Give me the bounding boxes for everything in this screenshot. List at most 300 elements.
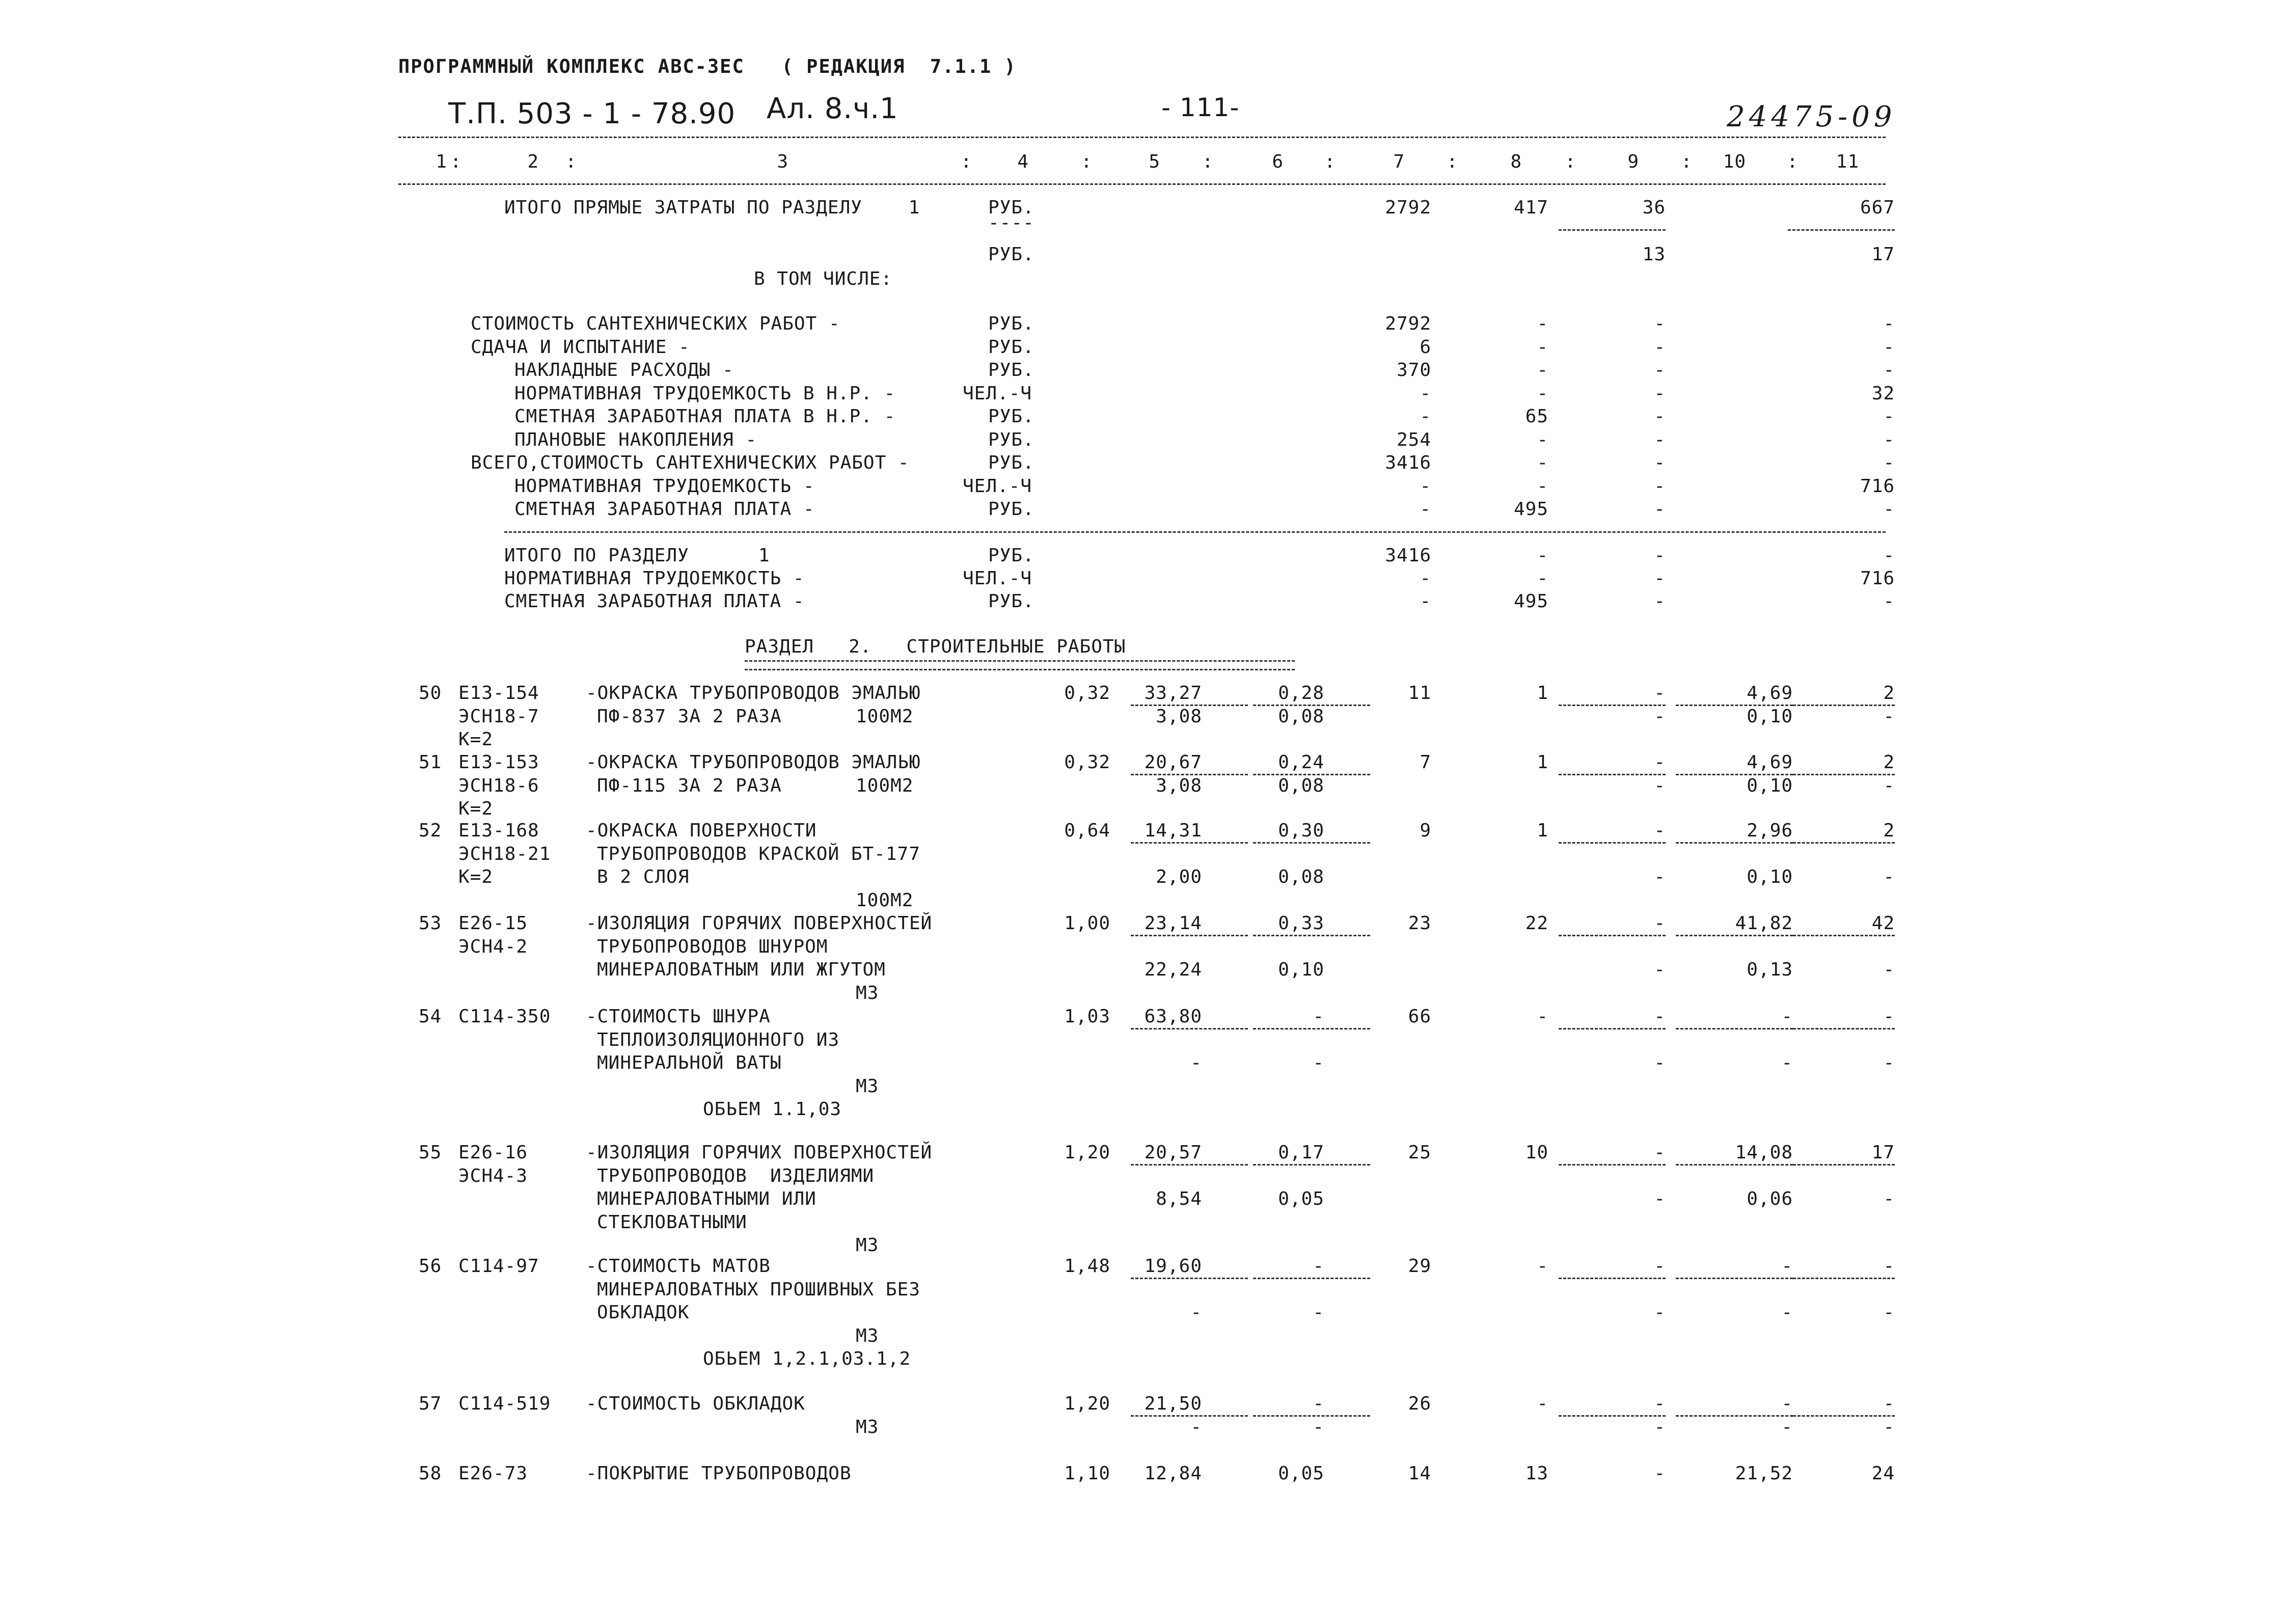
item-c10: 2,96 — [1747, 820, 1793, 841]
item-c5: 20,67 — [1144, 752, 1202, 773]
item-c7: 7 — [1420, 752, 1431, 773]
section-total-c11: - — [1883, 545, 1895, 566]
item-c11-rule — [1793, 705, 1895, 706]
item-c9-b: - — [1654, 1302, 1666, 1323]
item-c11-rule — [1793, 1415, 1895, 1417]
item-c6-b: 0,10 — [1278, 959, 1324, 980]
item-c9: - — [1654, 1463, 1666, 1484]
section-total-c7: 3416 — [1385, 545, 1431, 566]
breakdown-c11: - — [1883, 429, 1895, 450]
breakdown-rule — [504, 531, 1886, 533]
item-c10-b: - — [1781, 1052, 1793, 1073]
column-header-rule — [398, 183, 1886, 185]
breakdown-c7: 3416 — [1385, 452, 1431, 473]
direct-costs-c7: 2792 — [1385, 197, 1431, 218]
item-c5-rule — [1131, 1028, 1248, 1030]
item-c9: - — [1654, 820, 1666, 841]
item-c4: 1,48 — [1064, 1256, 1110, 1277]
breakdown-c7: 2792 — [1385, 313, 1431, 334]
item-c6-b: 0,08 — [1278, 706, 1324, 727]
column-separator: : — [1681, 151, 1693, 172]
item-c10: 21,52 — [1735, 1463, 1793, 1484]
section-total-unit: РУБ. — [988, 545, 1035, 566]
item-c10: - — [1781, 1256, 1793, 1277]
direct-costs-unit-2: РУБ. — [988, 244, 1035, 265]
column-header-c2: 2 — [527, 151, 539, 172]
item-c4: 1,20 — [1064, 1393, 1110, 1414]
breakdown-c7: - — [1420, 383, 1431, 404]
item-c11-rule — [1793, 774, 1895, 775]
item-c9-rule — [1559, 842, 1666, 844]
item-c11: - — [1883, 1006, 1895, 1027]
item-c11: 42 — [1871, 913, 1895, 934]
item-c11: - — [1883, 1393, 1895, 1414]
item-unit: 100М2 — [856, 889, 914, 911]
column-separator: : — [1565, 151, 1576, 172]
item-c6-b: 0,05 — [1278, 1188, 1324, 1209]
item-c7: 66 — [1408, 1006, 1431, 1027]
item-description: МИНЕРАЛОВАТНЫМИ ИЛИ — [597, 1188, 817, 1209]
item-c10-b: 0,10 — [1747, 775, 1793, 796]
item-number: 54 — [419, 1006, 442, 1027]
item-c11: 2 — [1883, 683, 1895, 703]
item-c6: - — [1313, 1393, 1324, 1414]
column-separator: : — [1324, 151, 1336, 172]
item-c6-rule — [1253, 1278, 1370, 1279]
item-c8: - — [1537, 1393, 1548, 1414]
item-c5: 20,57 — [1144, 1142, 1202, 1163]
item-description: В 2 СЛОЯ — [597, 867, 690, 887]
item-volume-note: ОБЬЕМ 1,2.1,03.1,2 — [703, 1348, 911, 1369]
item-description: ТРУБОПРОВОДОВ ИЗДЕЛИЯМИ — [597, 1165, 875, 1186]
item-c4: 1,10 — [1064, 1463, 1110, 1484]
section-total-label: НОРМАТИВНАЯ ТРУДОЕМКОСТЬ - — [504, 568, 805, 589]
direct-costs-c9-rule — [1559, 229, 1666, 231]
item-c5-b: 2,00 — [1156, 867, 1202, 887]
breakdown-c9: - — [1654, 452, 1666, 473]
breakdown-unit: РУБ. — [988, 313, 1035, 334]
item-code: ЭСН18-7 — [458, 706, 539, 727]
item-number: 57 — [419, 1393, 442, 1414]
breakdown-c11: - — [1883, 336, 1895, 358]
item-c5-b: 3,08 — [1156, 706, 1202, 727]
breakdown-unit: РУБ. — [988, 336, 1035, 358]
breakdown-c8: - — [1537, 383, 1548, 404]
item-c9: - — [1654, 683, 1666, 703]
breakdown-c8: - — [1537, 360, 1548, 381]
column-separator: : — [450, 151, 462, 172]
item-c9: - — [1654, 1142, 1666, 1163]
breakdown-unit: ЧЕЛ.-Ч — [963, 475, 1032, 497]
breakdown-unit: ЧЕЛ.-Ч — [963, 383, 1032, 404]
item-description: -ПОКРЫТИЕ ТРУБОПРОВОДОВ — [586, 1463, 852, 1484]
item-code: К=2 — [458, 867, 494, 887]
item-c5: 19,60 — [1144, 1256, 1202, 1277]
breakdown-label: СДАЧА И ИСПЫТАНИЕ - — [471, 336, 690, 358]
direct-costs-unit: РУБ. — [988, 197, 1035, 218]
item-c9-rule — [1559, 1278, 1666, 1279]
item-description: -ОКРАСКА ТРУБОПРОВОДОВ ЭМАЛЬЮ — [586, 683, 921, 703]
column-header-c6: 6 — [1272, 151, 1284, 172]
column-separator: : — [1447, 151, 1458, 172]
item-c6: 0,33 — [1278, 913, 1324, 934]
item-unit: М3 — [856, 1075, 879, 1097]
item-c6: 0,24 — [1278, 752, 1324, 773]
section-total-c7: - — [1420, 591, 1431, 612]
section-total-c11: 716 — [1860, 568, 1895, 589]
item-c8: 22 — [1525, 913, 1548, 934]
item-code: ЭСН18-21 — [458, 843, 551, 864]
item-unit: М3 — [856, 1325, 879, 1346]
breakdown-label: ВСЕГО,СТОИМОСТЬ САНТЕХНИЧЕСКИХ РАБОТ - — [471, 452, 910, 473]
item-volume-note: ОБЬЕМ 1.1,03 — [703, 1099, 842, 1120]
item-c5-b: 8,54 — [1156, 1188, 1202, 1209]
breakdown-label: СТОИМОСТЬ САНТЕХНИЧЕСКИХ РАБОТ - — [471, 313, 840, 334]
item-c6-rule — [1253, 1164, 1370, 1166]
breakdown-c11: 32 — [1871, 383, 1895, 404]
column-header-c11: 11 — [1836, 151, 1859, 172]
item-c8: 1 — [1537, 683, 1548, 703]
item-c9-b: - — [1654, 867, 1666, 887]
section-total-c8: - — [1537, 545, 1548, 566]
item-c10: 14,08 — [1735, 1142, 1793, 1163]
item-c9-rule — [1559, 935, 1666, 936]
item-c4: 0,64 — [1064, 820, 1110, 841]
breakdown-c8: - — [1537, 452, 1548, 473]
breakdown-c11: - — [1883, 499, 1895, 520]
item-c10-b: - — [1781, 1416, 1793, 1438]
item-c11-b: - — [1883, 706, 1895, 727]
column-separator: : — [1202, 151, 1214, 172]
item-description: МИНЕРАЛОВАТНЫХ ПРОШИВНЫХ БЕЗ — [597, 1279, 920, 1300]
item-c5-b: 3,08 — [1156, 775, 1202, 796]
breakdown-c8: - — [1537, 313, 1548, 334]
section-total-c8: 495 — [1513, 591, 1548, 612]
section-total-c9: - — [1654, 591, 1666, 612]
column-header-c3: 3 — [777, 151, 788, 172]
breakdown-c9: - — [1654, 499, 1666, 520]
item-c9-b: - — [1654, 706, 1666, 727]
breakdown-c7: - — [1420, 499, 1431, 520]
breakdown-c8: - — [1537, 429, 1548, 450]
section-2-underline — [745, 660, 1295, 670]
item-c7: 11 — [1408, 683, 1431, 703]
item-number: 58 — [419, 1463, 442, 1484]
item-c9-b: - — [1654, 1052, 1666, 1073]
direct-costs-c8: 417 — [1513, 197, 1548, 218]
breakdown-unit: РУБ. — [988, 360, 1035, 381]
item-c6-rule — [1253, 842, 1370, 844]
section-total-c9: - — [1654, 545, 1666, 566]
item-c5-rule — [1131, 1278, 1248, 1279]
including-caption: В ТОМ ЧИСЛЕ: — [754, 268, 893, 289]
breakdown-label: НОРМАТИВНАЯ ТРУДОЕМКОСТЬ В Н.Р. - — [514, 383, 896, 404]
breakdown-c8: - — [1537, 336, 1548, 358]
direct-costs-label: ИТОГО ПРЯМЫЕ ЗАТРАТЫ ПО РАЗДЕЛУ 1 — [504, 197, 920, 218]
breakdown-c11: - — [1883, 452, 1895, 473]
item-code: С114-97 — [458, 1256, 539, 1277]
item-c6: 0,05 — [1278, 1463, 1324, 1484]
item-c5-b: 22,24 — [1144, 959, 1202, 980]
item-c6: - — [1313, 1006, 1324, 1027]
column-separator: : — [1081, 151, 1093, 172]
item-c5-rule — [1131, 1415, 1248, 1417]
item-code: С114-519 — [458, 1393, 551, 1414]
section-total-label: ИТОГО ПО РАЗДЕЛУ 1 — [504, 545, 770, 566]
item-c11-b: - — [1883, 1302, 1895, 1323]
item-c9-b: - — [1654, 1188, 1666, 1209]
item-c11: - — [1883, 1256, 1895, 1277]
item-c7: 25 — [1408, 1142, 1431, 1163]
item-c9: - — [1654, 913, 1666, 934]
item-c5: 21,50 — [1144, 1393, 1202, 1414]
direct-costs-unit-separator: ---- — [988, 212, 1035, 233]
column-separator: : — [961, 151, 972, 172]
breakdown-label: ПЛАНОВЫЕ НАКОПЛЕНИЯ - — [514, 429, 757, 450]
item-c4: 1,00 — [1064, 913, 1110, 934]
item-c10: 4,69 — [1747, 683, 1793, 703]
item-description: -ИЗОЛЯЦИЯ ГОРЯЧИХ ПОВЕРХНОСТЕЙ — [586, 913, 933, 934]
item-description: ПФ-115 ЗА 2 РАЗА — [597, 775, 782, 796]
breakdown-c9: - — [1654, 383, 1666, 404]
direct-costs-c11: 667 — [1860, 197, 1895, 218]
item-c6-b: - — [1313, 1416, 1324, 1438]
item-unit: М3 — [856, 1235, 879, 1256]
item-code: ЭСН18-6 — [458, 775, 539, 796]
item-c10: - — [1781, 1393, 1793, 1414]
item-c6-rule — [1253, 935, 1370, 936]
item-code: К=2 — [458, 798, 494, 819]
item-c8: 1 — [1537, 752, 1548, 773]
item-c11-rule — [1793, 935, 1895, 936]
item-c11-b: - — [1883, 1416, 1895, 1438]
item-code: ЭСН4-3 — [458, 1165, 528, 1186]
direct-costs-c9-b: 13 — [1642, 244, 1666, 265]
item-c9-b: - — [1654, 1416, 1666, 1438]
item-c9-rule — [1559, 1415, 1666, 1417]
item-unit: 100М2 — [856, 706, 914, 727]
item-c8: 10 — [1525, 1142, 1548, 1163]
item-c10: - — [1781, 1006, 1793, 1027]
item-code: ЭСН4-2 — [458, 936, 528, 957]
item-c8: - — [1537, 1006, 1548, 1027]
direct-costs-c9: 36 — [1642, 197, 1666, 218]
item-description: ОБКЛАДОК — [597, 1302, 690, 1323]
item-description: МИНЕРАЛОВАТНЫМ ИЛИ ЖГУТОМ — [597, 959, 886, 980]
item-c5: 23,14 — [1144, 913, 1202, 934]
item-c9-rule — [1559, 774, 1666, 775]
item-code: Е13-153 — [458, 752, 539, 773]
page-number: - 111- — [1161, 93, 1240, 122]
breakdown-c7: - — [1420, 406, 1431, 427]
item-description: ТРУБОПРОВОДОВ ШНУРОМ — [597, 936, 828, 957]
item-description: -ИЗОЛЯЦИЯ ГОРЯЧИХ ПОВЕРХНОСТЕЙ — [586, 1142, 933, 1163]
item-description: -ОКРАСКА ПОВЕРХНОСТИ — [586, 820, 817, 841]
item-c10-rule — [1676, 935, 1793, 936]
breakdown-label: НОРМАТИВНАЯ ТРУДОЕМКОСТЬ - — [514, 475, 815, 497]
direct-costs-c11-rule — [1788, 229, 1895, 231]
item-c10-rule — [1676, 1278, 1793, 1279]
item-c10-rule — [1676, 1164, 1793, 1166]
breakdown-c11: - — [1883, 406, 1895, 427]
document-code: Т.П. 503 - 1 - 78.90 — [448, 97, 736, 130]
item-code: К=2 — [458, 729, 494, 750]
item-c6: 0,17 — [1278, 1142, 1324, 1163]
item-c6-rule — [1253, 1415, 1370, 1417]
item-description: -СТОИМОСТЬ МАТОВ — [586, 1256, 771, 1277]
item-c11-b: - — [1883, 867, 1895, 887]
inventory-number: 24475-09 — [1727, 100, 1896, 133]
item-c11-b: - — [1883, 959, 1895, 980]
item-c4: 0,32 — [1064, 752, 1110, 773]
breakdown-label: СМЕТНАЯ ЗАРАБОТНАЯ ПЛАТА - — [514, 499, 815, 520]
item-c5-b: - — [1190, 1052, 1202, 1073]
item-description: -СТОИМОСТЬ ШНУРА — [586, 1006, 771, 1027]
item-c10: 41,82 — [1735, 913, 1793, 934]
section-total-unit: РУБ. — [988, 591, 1035, 612]
item-c5: 33,27 — [1144, 683, 1202, 703]
item-c7: 26 — [1408, 1393, 1431, 1414]
item-number: 51 — [419, 752, 442, 773]
breakdown-unit: РУБ. — [988, 452, 1035, 473]
item-c6: 0,28 — [1278, 683, 1324, 703]
item-c7: 14 — [1408, 1463, 1431, 1484]
item-number: 53 — [419, 913, 442, 934]
item-c6-rule — [1253, 1028, 1370, 1030]
item-c4: 1,03 — [1064, 1006, 1110, 1027]
breakdown-c9: - — [1654, 360, 1666, 381]
item-c4: 0,32 — [1064, 683, 1110, 703]
item-c8: 13 — [1525, 1463, 1548, 1484]
item-description: -СТОИМОСТЬ ОБКЛАДОК — [586, 1393, 805, 1414]
item-c6: 0,30 — [1278, 820, 1324, 841]
section-total-c8: - — [1537, 568, 1548, 589]
item-c11-b: - — [1883, 1052, 1895, 1073]
column-header-c4: 4 — [1017, 151, 1029, 172]
item-c6-b: - — [1313, 1052, 1324, 1073]
item-c11: 2 — [1883, 752, 1895, 773]
item-c11: 17 — [1871, 1142, 1895, 1163]
item-code: Е26-73 — [458, 1463, 528, 1484]
column-header-c8: 8 — [1510, 151, 1522, 172]
item-c9: - — [1654, 1256, 1666, 1277]
item-c10-rule — [1676, 842, 1793, 844]
item-description: МИНЕРАЛЬНОЙ ВАТЫ — [597, 1052, 782, 1073]
item-c5-rule — [1131, 842, 1248, 844]
item-c5: 63,80 — [1144, 1006, 1202, 1027]
item-c6-b: 0,08 — [1278, 775, 1324, 796]
item-c5: 14,31 — [1144, 820, 1202, 841]
item-c9-rule — [1559, 1028, 1666, 1030]
item-number: 52 — [419, 820, 442, 841]
section-total-c11: - — [1883, 591, 1895, 612]
item-c7: 29 — [1408, 1256, 1431, 1277]
column-separator: : — [565, 151, 577, 172]
item-description: ТРУБОПРОВОДОВ КРАСКОЙ БТ-177 — [597, 843, 920, 864]
item-number: 56 — [419, 1256, 442, 1277]
item-description: -ОКРАСКА ТРУБОПРОВОДОВ ЭМАЛЬЮ — [586, 752, 921, 773]
item-c5: 12,84 — [1144, 1463, 1202, 1484]
breakdown-c9: - — [1654, 475, 1666, 497]
item-c11-rule — [1793, 1278, 1895, 1279]
breakdown-label: СМЕТНАЯ ЗАРАБОТНАЯ ПЛАТА В Н.Р. - — [514, 406, 896, 427]
item-c11-rule — [1793, 842, 1895, 844]
item-c10-rule — [1676, 1415, 1793, 1417]
section-total-c9: - — [1654, 568, 1666, 589]
item-c5-rule — [1131, 935, 1248, 936]
item-unit: 100М2 — [856, 775, 914, 796]
item-description: СТЕКЛОВАТНЫМИ — [597, 1211, 747, 1233]
column-header-c7: 7 — [1393, 151, 1405, 172]
item-c11-b: - — [1883, 775, 1895, 796]
item-c9-b: - — [1654, 959, 1666, 980]
item-c8: 1 — [1537, 820, 1548, 841]
breakdown-c9: - — [1654, 429, 1666, 450]
breakdown-c7: 254 — [1396, 429, 1431, 450]
section-total-c7: - — [1420, 568, 1431, 589]
item-c6-b: 0,08 — [1278, 867, 1324, 887]
item-unit: М3 — [856, 1416, 879, 1438]
item-number: 50 — [419, 683, 442, 703]
breakdown-c11: 716 — [1860, 475, 1895, 497]
program-title: ПРОГРАММНЫЙ КОМПЛЕКС АВС-3ЕС ( РЕДАКЦИЯ 7.1.1 ) — [398, 56, 1017, 77]
item-c10-b: 0,10 — [1747, 867, 1793, 887]
item-c5-b: - — [1190, 1416, 1202, 1438]
item-code: С114-350 — [458, 1006, 551, 1027]
column-header-c9: 9 — [1627, 151, 1639, 172]
item-c10-rule — [1676, 1028, 1793, 1030]
item-c10: 4,69 — [1747, 752, 1793, 773]
breakdown-unit: РУБ. — [988, 499, 1035, 520]
breakdown-c11: - — [1883, 360, 1895, 381]
item-c9-rule — [1559, 1164, 1666, 1166]
item-c9: - — [1654, 752, 1666, 773]
item-c7: 23 — [1408, 913, 1431, 934]
section-2-title: РАЗДЕЛ 2. СТРОИТЕЛЬНЫЕ РАБОТЫ — [745, 636, 1126, 657]
column-header-c1: 1 — [436, 151, 447, 172]
item-code: Е26-16 — [458, 1142, 528, 1163]
breakdown-c8: 65 — [1525, 406, 1548, 427]
item-c6: - — [1313, 1256, 1324, 1277]
item-description: ПФ-837 ЗА 2 РАЗА — [597, 706, 782, 727]
breakdown-c7: 6 — [1420, 336, 1431, 358]
item-code: Е26-15 — [458, 913, 528, 934]
column-header-c10: 10 — [1723, 151, 1746, 172]
item-c5-b: - — [1190, 1302, 1202, 1323]
item-c9: - — [1654, 1006, 1666, 1027]
item-c11-rule — [1793, 1028, 1895, 1030]
item-c11-rule — [1793, 1164, 1895, 1166]
breakdown-unit: РУБ. — [988, 406, 1035, 427]
item-c7: 9 — [1420, 820, 1431, 841]
breakdown-c7: 370 — [1396, 360, 1431, 381]
section-total-label: СМЕТНАЯ ЗАРАБОТНАЯ ПЛАТА - — [504, 591, 805, 612]
header-rule — [398, 137, 1886, 138]
column-separator: : — [1787, 151, 1799, 172]
breakdown-c9: - — [1654, 336, 1666, 358]
item-c11: 24 — [1871, 1463, 1895, 1484]
breakdown-c9: - — [1654, 313, 1666, 334]
item-c9-b: - — [1654, 775, 1666, 796]
breakdown-c9: - — [1654, 406, 1666, 427]
item-c10-b: 0,13 — [1747, 959, 1793, 980]
item-c4: 1,20 — [1064, 1142, 1110, 1163]
item-c5-rule — [1131, 1164, 1248, 1166]
breakdown-unit: РУБ. — [988, 429, 1035, 450]
item-unit: М3 — [856, 982, 879, 1004]
item-c11-b: - — [1883, 1188, 1895, 1209]
breakdown-c11: - — [1883, 313, 1895, 334]
